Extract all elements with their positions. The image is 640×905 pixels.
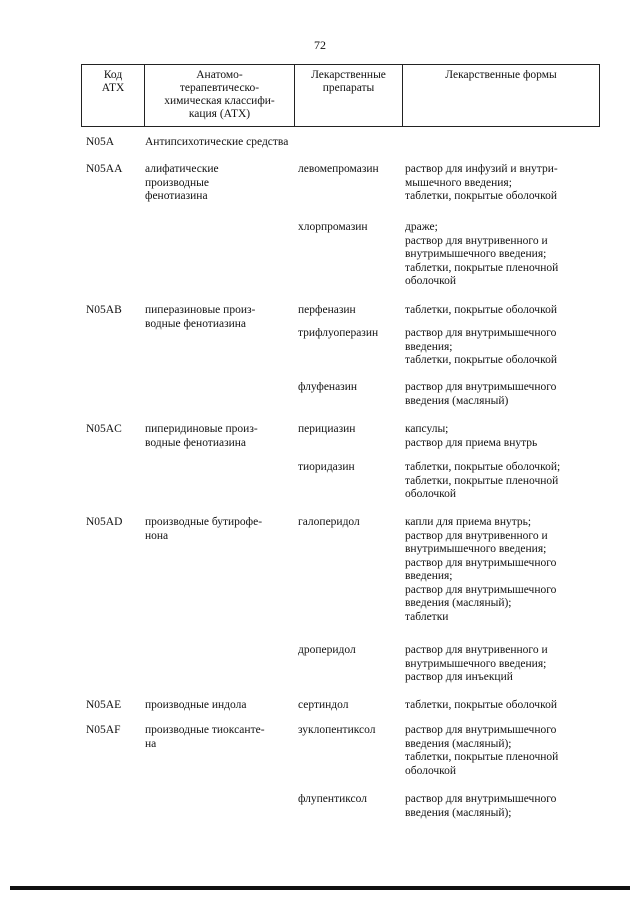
row-drug: галоперидол bbox=[298, 516, 360, 528]
row-forms: драже; раствор для внутривенного и внутримышечного введения; таблетки, покрытые пленочной оболочкой bbox=[405, 221, 559, 287]
row-code: N05AC bbox=[86, 423, 122, 435]
row-forms: капсулы; раствор для приема внутрь bbox=[405, 423, 538, 449]
header-classification: Анатомо- терапевтическо- химическая классифи- кация (АТХ) bbox=[145, 65, 295, 127]
header-code: Код АТХ bbox=[82, 65, 145, 127]
row-class: пиперазиновые произ- водные фенотиазина bbox=[145, 304, 256, 330]
row-drug: перфеназин bbox=[298, 304, 356, 316]
header-forms: Лекарственные формы bbox=[403, 65, 600, 127]
table-header bbox=[81, 64, 600, 127]
row-forms: раствор для внутримышечного введения; таблетки, покрытые оболочкой bbox=[405, 327, 557, 366]
row-forms: раствор для инфузий и внутри- мышечного введения; таблетки, покрытые оболочкой bbox=[405, 163, 558, 202]
group-name: Антипсихотические средства bbox=[145, 136, 289, 148]
row-drug: флупентиксол bbox=[298, 793, 367, 805]
row-forms: раствор для внутримышечного введения (масляный); таблетки, покрытые пленочной оболочкой bbox=[405, 724, 559, 777]
row-code: N05AE bbox=[86, 699, 122, 711]
row-drug: флуфеназин bbox=[298, 381, 358, 393]
row-forms: таблетки, покрытые оболочкой bbox=[405, 304, 557, 316]
row-forms: раствор для внутривенного и внутримышечного введения; раствор для инъекций bbox=[405, 644, 548, 683]
row-drug: зуклопентиксол bbox=[298, 724, 376, 736]
row-class: пиперидиновые произ- водные фенотиазина bbox=[145, 423, 258, 449]
row-class: производные бутирофе- нона bbox=[145, 516, 263, 542]
row-code: N05AB bbox=[86, 304, 122, 316]
page-number: 72 bbox=[314, 38, 326, 52]
row-code: N05AD bbox=[86, 516, 123, 528]
row-drug: сертиндол bbox=[298, 699, 349, 711]
row-class: производные индола bbox=[145, 699, 247, 711]
row-drug: тиоридазин bbox=[298, 461, 355, 473]
page-bottom-rule bbox=[10, 886, 630, 890]
row-forms: таблетки, покрытые оболочкой; таблетки, покрытые пленочной оболочкой bbox=[405, 461, 561, 500]
group-code: N05A bbox=[86, 136, 115, 148]
row-code: N05AF bbox=[86, 724, 121, 736]
row-forms: раствор для внутримышечного введения (масляный) bbox=[405, 381, 557, 407]
row-forms: таблетки, покрытые оболочкой bbox=[405, 699, 557, 711]
row-forms: раствор для внутримышечного введения (масляный); bbox=[405, 793, 557, 819]
row-code: N05AA bbox=[86, 163, 123, 175]
row-drug: трифлуоперазин bbox=[298, 327, 379, 339]
row-class: алифатические производные фенотиазина bbox=[145, 163, 219, 202]
row-drug: левомепромазин bbox=[298, 163, 379, 175]
row-class: производные тиоксанте- на bbox=[145, 724, 265, 750]
row-drug: дроперидол bbox=[298, 644, 356, 656]
row-forms: капли для приема внутрь; раствор для внутривенного и внутримышечного введения; раствор для внутримышечного введения; раствор для внутримышечного введения (масляный); таблетки bbox=[405, 516, 557, 623]
header-drugs: Лекарственные препараты bbox=[295, 65, 403, 127]
row-drug: хлорпромазин bbox=[298, 221, 368, 233]
row-drug: перициазин bbox=[298, 423, 356, 435]
